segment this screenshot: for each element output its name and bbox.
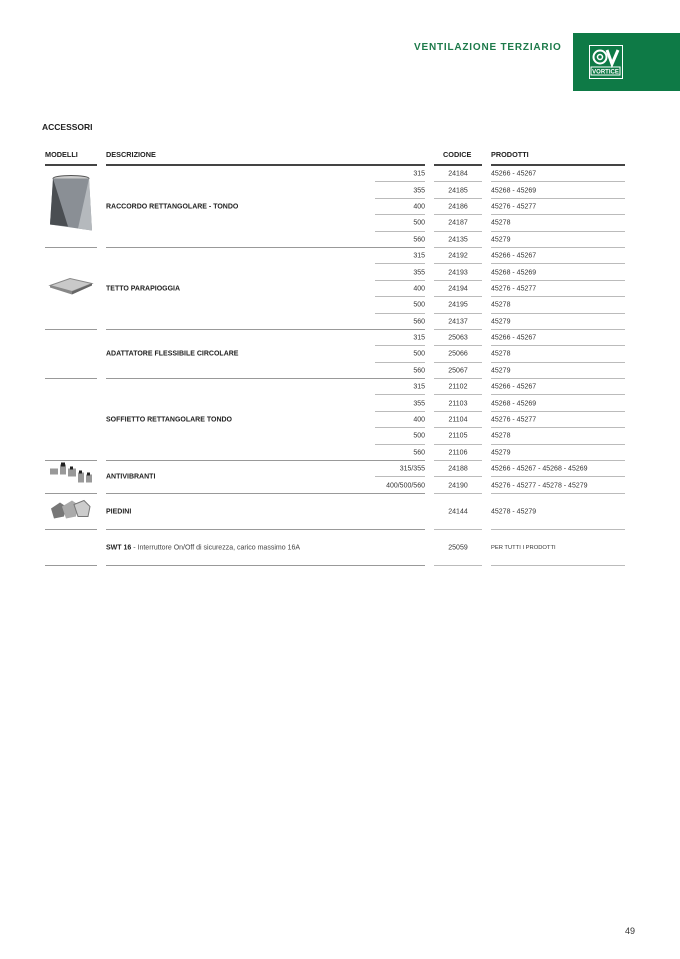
products-cell: 45266 - 45267 <box>491 170 537 178</box>
row-divider <box>434 565 482 566</box>
products-cell: 45278 <box>491 301 511 309</box>
size-cell: 500 <box>413 432 425 440</box>
table-body <box>45 166 625 566</box>
code-cell: 21102 <box>448 383 468 391</box>
code-cell: 25063 <box>448 334 468 342</box>
size-cell: 315 <box>413 170 425 178</box>
code-cell: 24184 <box>448 170 468 178</box>
code-cell: 24194 <box>448 285 468 293</box>
group-description <box>106 508 131 515</box>
code-cell: 24137 <box>448 318 468 326</box>
size-cell: 560 <box>413 236 425 244</box>
table-row <box>45 428 625 444</box>
size-cell: 355 <box>413 400 425 408</box>
code-cell: 21104 <box>448 416 468 424</box>
col-header-codice: CODICE <box>443 150 472 159</box>
group-name: PIEDINI <box>106 508 132 516</box>
products-cell: 45279 <box>491 318 511 326</box>
table-group <box>45 166 625 248</box>
group-name: ANTIVIBRANTI <box>106 473 156 481</box>
products-cell: 45276 - 45277 <box>491 203 537 211</box>
size-cell: 355 <box>413 187 425 195</box>
size-cell: 315 <box>413 252 425 260</box>
group-description <box>106 544 300 551</box>
size-cell: 400 <box>413 285 425 293</box>
code-cell: 24135 <box>448 236 468 244</box>
code-cell: 24188 <box>448 465 468 473</box>
group-name: TETTO PARAPIOGGIA <box>106 285 181 293</box>
table-group <box>45 494 625 530</box>
col-header-descrizione: DESCRIZIONE <box>106 150 156 159</box>
products-cell: 45279 <box>491 236 511 244</box>
table-row <box>45 395 625 411</box>
group-description <box>106 474 155 481</box>
group-name: ADATTATORE FLESSIBILE CIRCOLARE <box>106 350 239 358</box>
code-cell: 24192 <box>448 252 468 260</box>
table-row <box>45 363 625 379</box>
group-divider <box>106 565 425 566</box>
code-cell: 21106 <box>448 449 468 457</box>
products-cell: 45276 - 45277 <box>491 285 537 293</box>
table-row <box>45 379 625 395</box>
duct-transition-icon <box>48 174 94 239</box>
group-description <box>106 285 180 292</box>
size-cell: 315 <box>413 334 425 342</box>
products-cell: 45266 - 45267 <box>491 334 537 342</box>
group-name: SWT 16 <box>106 544 132 552</box>
group-divider <box>45 565 97 566</box>
header-title: VENTILAZIONE TERZIARIO <box>414 42 562 53</box>
code-cell: 25059 <box>448 544 468 552</box>
table-row <box>45 494 625 530</box>
table-row <box>45 445 625 461</box>
group-name: SOFFIETTO RETTANGOLARE TONDO <box>106 416 232 424</box>
row-divider <box>491 565 625 566</box>
table-group <box>45 248 625 330</box>
group-name: RACCORDO RETTANGOLARE - TONDO <box>106 203 239 211</box>
table-group <box>45 379 625 461</box>
products-cell: 45276 - 45277 - 45278 - 45279 <box>491 482 588 490</box>
products-cell: 45278 - 45279 <box>491 508 537 516</box>
size-cell: 400 <box>413 203 425 211</box>
size-cell: 400 <box>413 416 425 424</box>
products-cell: PER TUTTI I PRODOTTI <box>491 544 556 551</box>
col-header-prodotti: PRODOTTI <box>491 150 529 159</box>
size-cell: 500 <box>413 301 425 309</box>
table-row <box>45 166 625 182</box>
table-row <box>45 314 625 330</box>
table-row <box>45 215 625 231</box>
table-row <box>45 297 625 313</box>
svg-text:VORTICE: VORTICE <box>592 69 619 76</box>
code-cell: 24186 <box>448 203 468 211</box>
code-cell: 24195 <box>448 301 468 309</box>
page-number: 49 <box>625 926 636 936</box>
group-description <box>106 417 232 424</box>
anti-vibration-mounts-icon <box>48 463 94 492</box>
code-cell: 24185 <box>448 187 468 195</box>
table-row <box>45 232 625 248</box>
group-description <box>106 203 238 210</box>
size-cell: 400/500/560 <box>386 482 425 490</box>
table-row <box>45 330 625 346</box>
code-cell: 25067 <box>448 367 468 375</box>
table-row <box>45 264 625 280</box>
section-title: ACCESSORI <box>42 122 93 132</box>
products-cell: 45279 <box>491 449 511 457</box>
size-cell: 560 <box>413 367 425 375</box>
products-cell: 45278 <box>491 350 511 358</box>
table-group <box>45 530 625 566</box>
products-cell: 45268 - 45269 <box>491 400 537 408</box>
size-cell: 315/355 <box>399 465 425 473</box>
code-cell: 21105 <box>448 432 468 440</box>
col-header-modelli: MODELLI <box>45 150 78 159</box>
rain-roof-icon <box>48 275 94 302</box>
products-cell: 45266 - 45267 - 45268 - 45269 <box>491 465 588 473</box>
size-cell: 355 <box>413 269 425 277</box>
vortice-logo <box>589 45 623 79</box>
table-group <box>45 330 625 379</box>
size-cell: 560 <box>413 318 425 326</box>
group-description <box>106 351 238 358</box>
table-row <box>45 182 625 198</box>
products-cell: 45266 - 45267 <box>491 383 537 391</box>
products-cell: 45266 - 45267 <box>491 252 537 260</box>
products-cell: 45279 <box>491 367 511 375</box>
products-cell: 45278 <box>491 219 511 227</box>
products-cell: 45268 - 45269 <box>491 269 537 277</box>
size-cell: 500 <box>413 350 425 358</box>
size-cell: 315 <box>413 383 425 391</box>
code-cell: 24190 <box>448 482 468 490</box>
code-cell: 24144 <box>448 508 468 516</box>
products-cell: 45268 - 45269 <box>491 187 537 195</box>
size-cell: 500 <box>413 219 425 227</box>
products-cell: 45278 <box>491 432 511 440</box>
group-subtitle: - Interruttore On/Off di sicurezza, carico massimo 16A <box>131 544 301 552</box>
code-cell: 24187 <box>448 219 468 227</box>
code-cell: 24193 <box>448 269 468 277</box>
code-cell: 25066 <box>448 350 468 358</box>
table-row <box>45 248 625 264</box>
feet-icon <box>48 498 94 525</box>
products-cell: 45276 - 45277 <box>491 416 537 424</box>
size-cell: 560 <box>413 449 425 457</box>
code-cell: 21103 <box>448 400 468 408</box>
table-group <box>45 461 625 494</box>
